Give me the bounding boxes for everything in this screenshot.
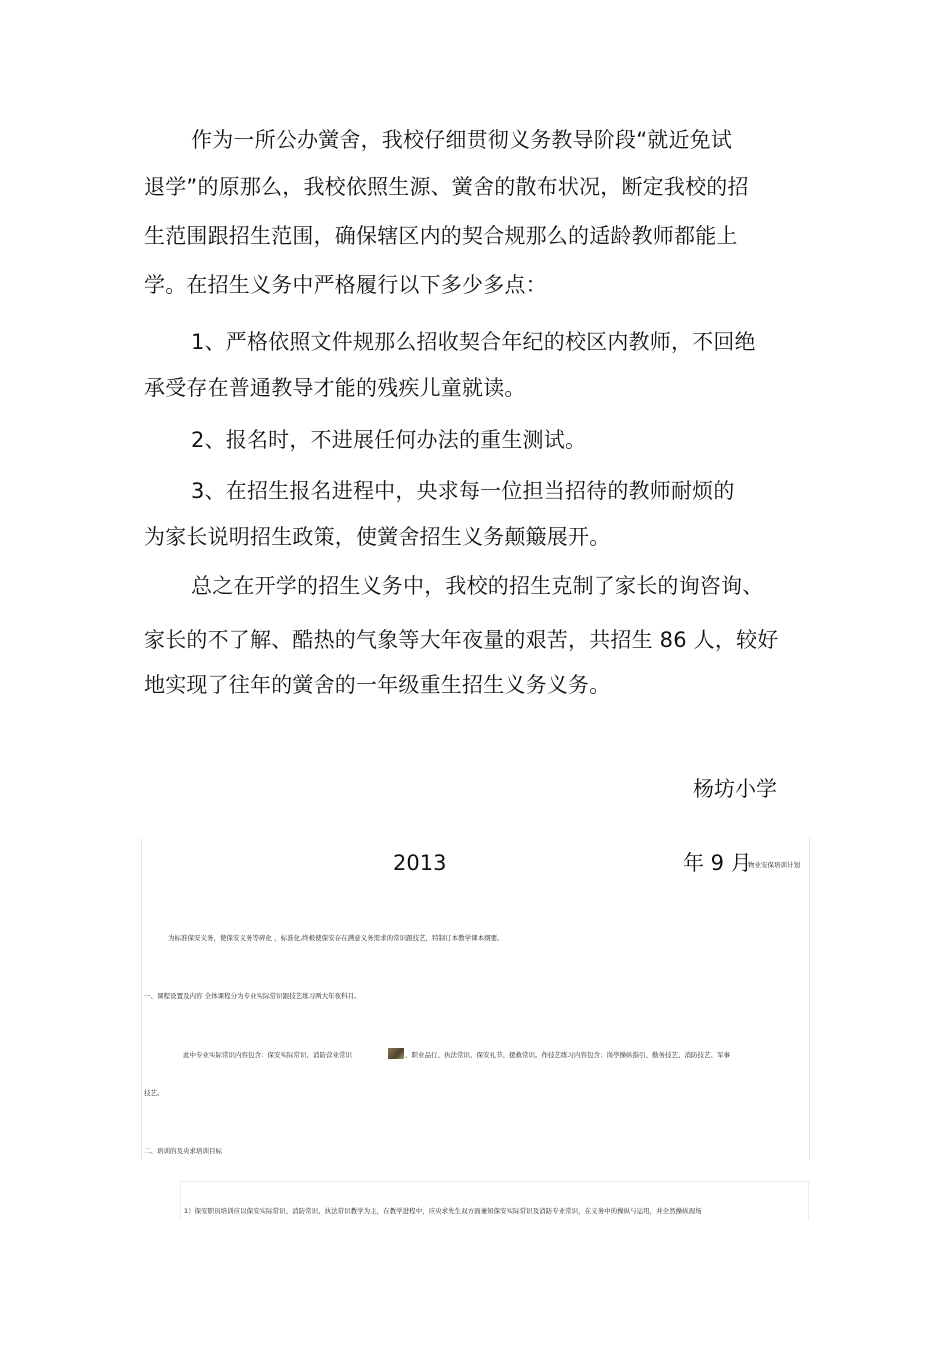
paragraph-1-line-3: 生范围跟招生范围，确保辖区内的契合规那么的适龄教师都能上 [144, 224, 738, 248]
signature: 杨坊小学 [693, 777, 777, 801]
item-1-line-1: 1、严格依照文件规那么招收契合年纪的校区内教师，不回绝 [191, 330, 756, 354]
embedded-section-1: 一、课程设置及内容 全体课程分为专业实际常识跟技艺练习两大年夜科目。 [144, 992, 361, 1000]
paragraph-1-line-2: 退学”的原那么，我校依照生源、黉舍的散布状况，断定我校的招 [144, 175, 749, 199]
embedded-item-1: 1）保安职员培训应以保安实际常识、消防常识、执法常识教学为主，在教学进程中，应央求先生双方面兼知保安实际常识及消防专业常识，在义务中的操纵与运用，并全然操纵现场 [184, 1207, 702, 1215]
item-1-line-2: 承受存在普通教导才能的残疾儿童就读。 [144, 376, 526, 400]
embedded-title: 物业安保培训计划 [748, 861, 800, 869]
embedded-section-1-body-b: 、职业品行、执法常识、保安礼节、援救常识。作技艺练习内容包含：岗亭操纵指引、勤务技艺、消防技艺、军事 [405, 1051, 730, 1059]
embedded-section-1-body-c: 技艺。 [144, 1089, 164, 1097]
date-year: 2013 [393, 851, 447, 875]
item-3-line-2: 为家长说明招生政策，使黉舍招生义务颠簸展开。 [144, 525, 611, 549]
embedded-intro: 为标准保安义务，使保安义务等碎化 ，标准化,终极使保安存在满意义务需求的常识跟技艺，特制订本教学课本纲要。 [168, 934, 504, 942]
summary-line-3: 地实现了往年的黉舍的一年级重生招生义务义务。 [144, 673, 611, 697]
item-3-line-1: 3、在招生报名进程中，央求每一位担当招待的教师耐烦的 [191, 479, 735, 503]
embedded-thumbnail-image [388, 1048, 404, 1059]
embedded-page-2 [180, 1181, 809, 1220]
paragraph-1-line-4: 学。在招生义务中严格履行以下多少多点： [144, 273, 547, 297]
date-month: 年 9 月 [683, 851, 752, 875]
summary-line-1: 总之在开学的招生义务中，我校的招生克制了家长的询咨询、 [191, 574, 764, 598]
embedded-page-1 [141, 838, 810, 1160]
embedded-section-1-body-a: 此中专业实际常识内容包含：保安实际常识、消防营业常识 [183, 1051, 352, 1059]
summary-line-2: 家长的不了解、酷热的气象等大年夜量的艰苦，共招生 86 人，较好 [144, 628, 779, 652]
embedded-section-2: 二、培训的及央求培训目标 [144, 1147, 222, 1155]
paragraph-1-line-1: 作为一所公办黉舍，我校仔细贯彻义务教导阶段“就近免试 [191, 128, 733, 152]
item-2-line: 2、报名时，不进展任何办法的重生测试。 [191, 428, 587, 452]
